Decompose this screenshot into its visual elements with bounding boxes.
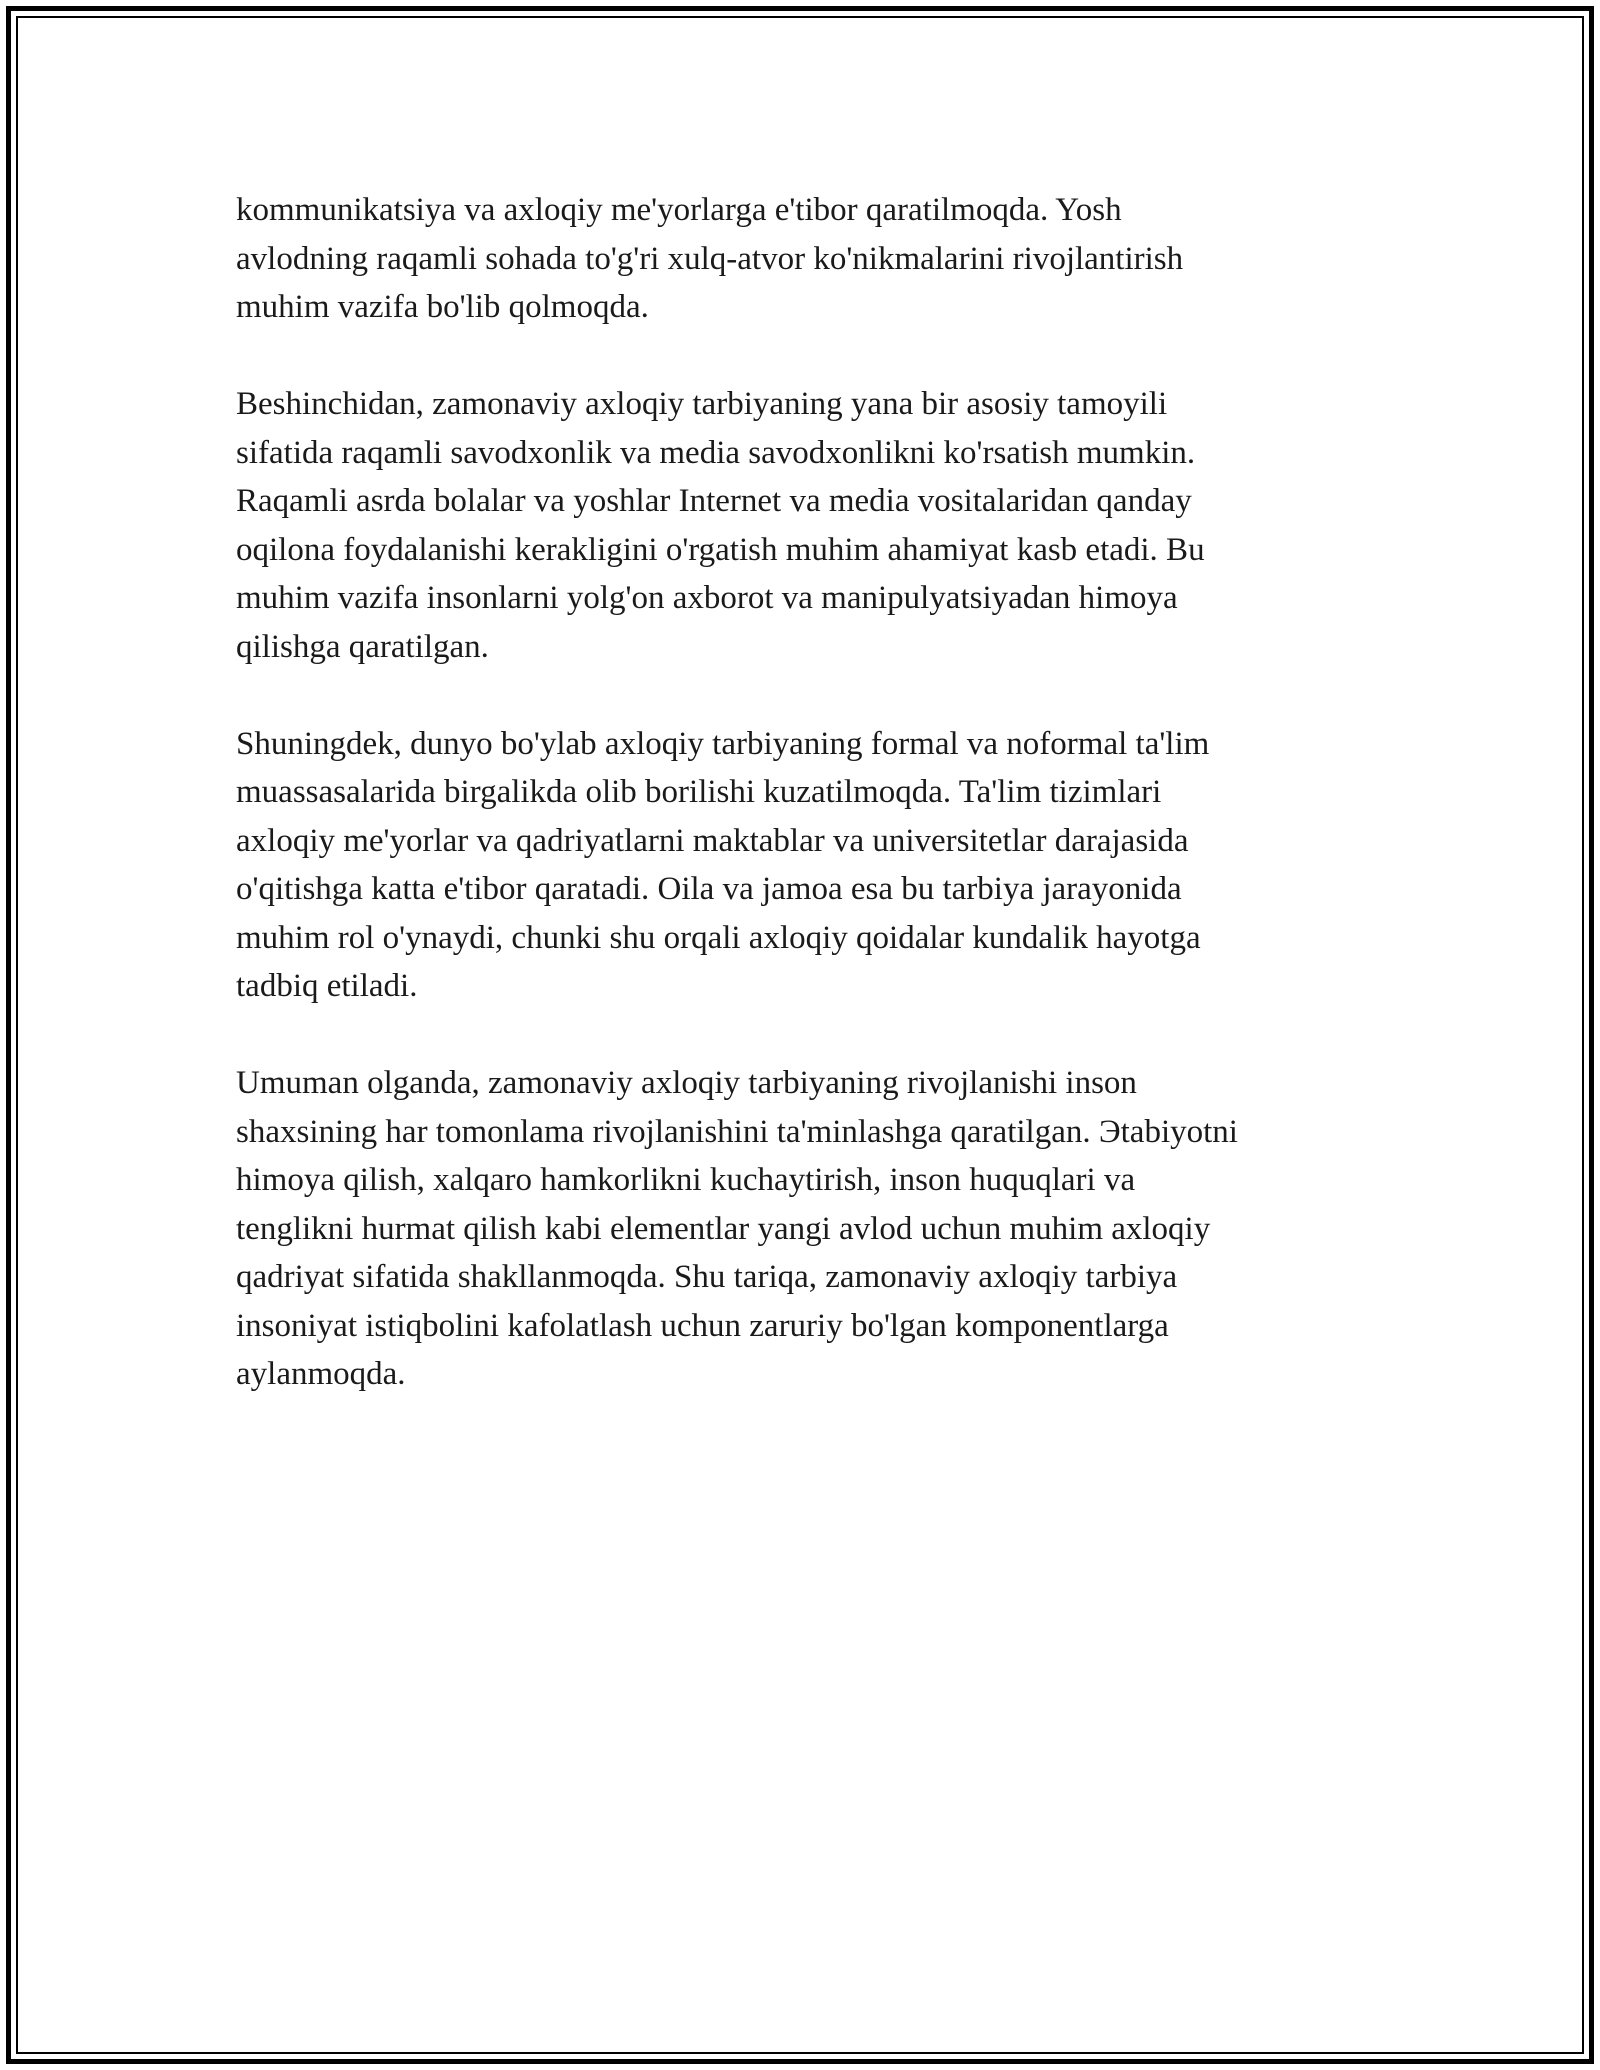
paragraph-2: Beshinchidan, zamonaviy axloqiy tarbiyaning yana bir asosiy tamoyili sifatida raqamli savodxonlik va media savodxonlikni ko'rsatish mumkin. Raqamli asrda bolalar va yoshlar Internet va media vositalaridan qanday oqilona foydalanishi kerakligini o'rgatish muhim ahamiyat kasb etadi. Bu muhim vazifa insonlarni yolg'on axborot va manipulyatsiyadan himoya qilishga qaratilgan. (236, 386, 1205, 665)
paragraph-4: Umuman olganda, zamonaviy axloqiy tarbiyaning rivojlanishi inson shaxsining har tomonlama rivojlanishini ta'minlashga qaratilgan. Эtabiyotni himoya qilish, xalqaro hamkorlikni kuchaytirish, inson huquqlari va tenglikni hurmat qilish kabi elementlar yangi avlod uchun muhim axloqiy qadriyat sifatida shakllanmoqda. Shu tariqa, zamonaviy axloqiy tarbiya insoniyat istiqbolini kafolatlash uchun zaruriy bo'lgan komponentlarga aylanmoqda. (236, 1065, 1238, 1392)
paragraph-1: kommunikatsiya va axloqiy me'yorlarga e'tibor qaratilmoqda. Yosh avlodning raqamli sohada to'g'ri xulq-atvor ko'nikmalarini rivojlantirish muhim vazifa bo'lib qolmoqda. (236, 192, 1184, 325)
document-body (236, 186, 1364, 1447)
paragraph-3: Shuningdek, dunyo bo'ylab axloqiy tarbiyaning formal va noformal ta'lim muassasalarida birgalikda olib borilishi kuzatilmoqda. Ta'lim tizimlari axloqiy me'yorlar va qadriyatlarni maktablar va universitetlar darajasida o'qitishga katta e'tibor qaratadi. Oila va jamoa esa bu tarbiya jarayonida muhim rol o'ynaydi, chunki shu orqali axloqiy qoidalar kundalik hayotga tadbiq etiladi. (236, 725, 1210, 1004)
